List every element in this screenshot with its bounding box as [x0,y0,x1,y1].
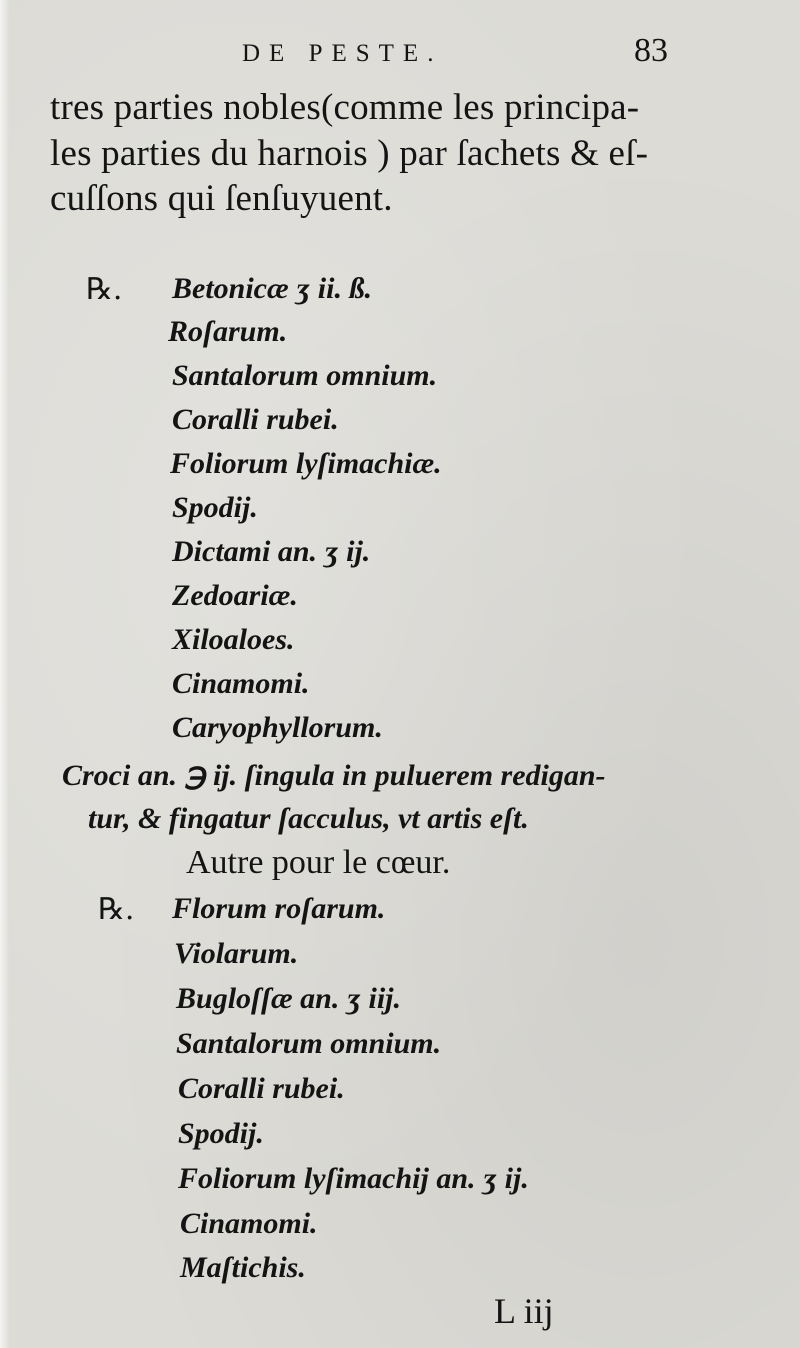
ingredient-line: Violarum. [174,937,299,970]
ingredient-line: Zedoariæ. [172,579,298,612]
page-number: 83 [634,32,668,69]
running-title: DE PESTE. [242,40,443,67]
ingredient-line: Dictami an. ʒ ij. [172,535,371,568]
intro-line: cuſſons qui ſenſuyuent. [50,178,393,219]
ingredient-line: Maſtichis. [180,1251,306,1284]
ingredient-line: Santalorum omnium. [176,1027,442,1060]
recipe-closing-line: Croci an. ℈ ij. ſingula in puluerem redigan- [62,759,606,792]
ingredient-line: Coralli rubei. [172,403,339,436]
ingredient-line: Cinamomi. [180,1207,318,1240]
recipe-symbol: ℞. [86,272,123,307]
intro-line: tres parties nobles(comme les principa- [50,87,640,128]
ingredient-line: Foliorum lyſimachiæ. [170,447,442,480]
ingredient-line: Foliorum lyſimachij an. ʒ ij. [178,1162,529,1195]
ingredient-line: Roſarum. [168,315,288,348]
ingredient-line: Santalorum omnium. [172,359,438,392]
ingredient-line: Betonicæ ʒ ii. ß. [172,272,372,305]
page-edge [0,0,10,1348]
ingredient-line: Spodij. [172,491,258,524]
ingredient-line: Coralli rubei. [178,1072,345,1105]
recipe-closing-line: tur, & fingatur ſacculus, vt artis eſt. [88,802,529,835]
ingredient-line: Florum roſarum. [172,892,386,925]
ingredient-line: Bugloſſæ an. ʒ iij. [176,982,401,1015]
recipe-heading: Autre pour le cœur. [186,844,451,881]
recipe-symbol: ℞. [98,892,135,927]
ingredient-line: Caryophyllorum. [172,711,383,744]
ingredient-line: Cinamomi. [172,667,310,700]
intro-line: les parties du harnois ) par ſachets & eſ- [50,133,649,174]
ingredient-line: Spodij. [178,1117,264,1150]
signature-mark: L iij [494,1291,554,1331]
ingredient-line: Xiloaloes. [172,623,295,656]
